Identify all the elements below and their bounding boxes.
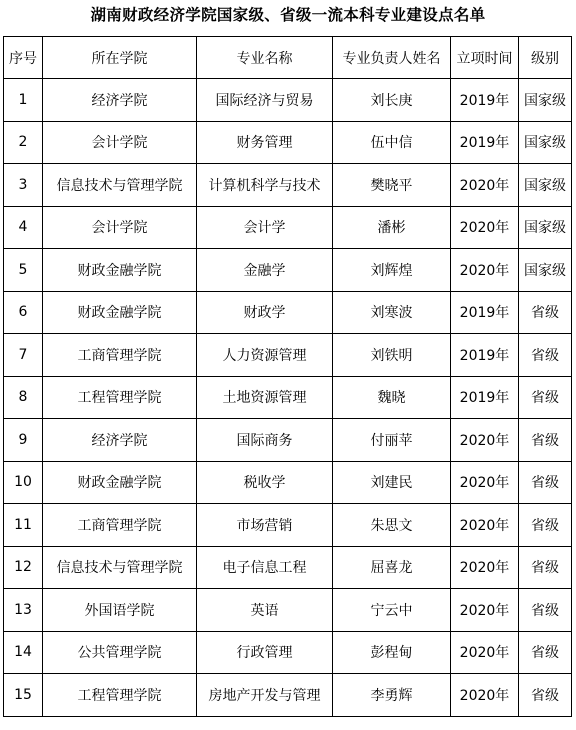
cell-college: 工商管理学院 bbox=[43, 504, 197, 547]
cell-college: 工程管理学院 bbox=[43, 376, 197, 419]
cell-level: 省级 bbox=[519, 546, 572, 589]
header-year: 立项时间 bbox=[451, 37, 519, 79]
cell-leader: 潘彬 bbox=[333, 206, 451, 249]
cell-college: 经济学院 bbox=[43, 419, 197, 462]
cell-index: 5 bbox=[4, 249, 43, 292]
cell-major: 土地资源管理 bbox=[197, 376, 333, 419]
cell-year: 2020年 bbox=[451, 249, 519, 292]
cell-leader: 刘长庚 bbox=[333, 79, 451, 122]
cell-college: 经济学院 bbox=[43, 79, 197, 122]
cell-index: 3 bbox=[4, 164, 43, 207]
cell-college: 工程管理学院 bbox=[43, 674, 197, 717]
table-row bbox=[4, 504, 572, 547]
cell-year: 2020年 bbox=[451, 546, 519, 589]
cell-major: 金融学 bbox=[197, 249, 333, 292]
cell-major: 税收学 bbox=[197, 461, 333, 504]
cell-major: 市场营销 bbox=[197, 504, 333, 547]
cell-major: 行政管理 bbox=[197, 631, 333, 674]
table-row bbox=[4, 334, 572, 377]
cell-index: 9 bbox=[4, 419, 43, 462]
cell-leader: 刘铁明 bbox=[333, 334, 451, 377]
cell-level: 省级 bbox=[519, 589, 572, 632]
table-row bbox=[4, 164, 572, 207]
table-body bbox=[4, 79, 572, 717]
cell-level: 国家级 bbox=[519, 79, 572, 122]
cell-year: 2020年 bbox=[451, 419, 519, 462]
cell-leader: 李勇辉 bbox=[333, 674, 451, 717]
cell-leader: 朱思文 bbox=[333, 504, 451, 547]
cell-college: 会计学院 bbox=[43, 206, 197, 249]
cell-leader: 彭程甸 bbox=[333, 631, 451, 674]
page-title: 湖南财政经济学院国家级、省级一流本科专业建设点名单 bbox=[90, 5, 486, 24]
cell-index: 7 bbox=[4, 334, 43, 377]
header-major: 专业名称 bbox=[197, 37, 333, 79]
cell-level: 省级 bbox=[519, 504, 572, 547]
cell-index: 4 bbox=[4, 206, 43, 249]
cell-major: 国际经济与贸易 bbox=[197, 79, 333, 122]
table-row bbox=[4, 79, 572, 122]
cell-major: 房地产开发与管理 bbox=[197, 674, 333, 717]
cell-year: 2020年 bbox=[451, 674, 519, 717]
cell-year: 2020年 bbox=[451, 164, 519, 207]
cell-leader: 伍中信 bbox=[333, 121, 451, 164]
table-row bbox=[4, 461, 572, 504]
table-row bbox=[4, 419, 572, 462]
cell-leader: 刘建民 bbox=[333, 461, 451, 504]
table-row bbox=[4, 121, 572, 164]
cell-major: 英语 bbox=[197, 589, 333, 632]
header-college: 所在学院 bbox=[43, 37, 197, 79]
header-level: 级别 bbox=[519, 37, 572, 79]
cell-level: 省级 bbox=[519, 631, 572, 674]
cell-major: 人力资源管理 bbox=[197, 334, 333, 377]
cell-level: 省级 bbox=[519, 419, 572, 462]
cell-major: 会计学 bbox=[197, 206, 333, 249]
header-index: 序号 bbox=[4, 37, 43, 79]
cell-major: 计算机科学与技术 bbox=[197, 164, 333, 207]
cell-college: 外国语学院 bbox=[43, 589, 197, 632]
cell-college: 财政金融学院 bbox=[43, 461, 197, 504]
table-row bbox=[4, 206, 572, 249]
cell-level: 国家级 bbox=[519, 206, 572, 249]
header-leader: 专业负责人姓名 bbox=[333, 37, 451, 79]
cell-index: 11 bbox=[4, 504, 43, 547]
cell-leader: 刘辉煌 bbox=[333, 249, 451, 292]
cell-college: 工商管理学院 bbox=[43, 334, 197, 377]
cell-leader: 屈喜龙 bbox=[333, 546, 451, 589]
table-row bbox=[4, 376, 572, 419]
cell-college: 会计学院 bbox=[43, 121, 197, 164]
cell-index: 10 bbox=[4, 461, 43, 504]
cell-year: 2020年 bbox=[451, 589, 519, 632]
cell-index: 6 bbox=[4, 291, 43, 334]
cell-year: 2019年 bbox=[451, 334, 519, 377]
cell-year: 2020年 bbox=[451, 631, 519, 674]
table-row bbox=[4, 674, 572, 717]
cell-index: 13 bbox=[4, 589, 43, 632]
cell-level: 省级 bbox=[519, 376, 572, 419]
major-list-table bbox=[3, 36, 572, 717]
table-row bbox=[4, 546, 572, 589]
table-header-row bbox=[4, 37, 572, 79]
cell-major: 国际商务 bbox=[197, 419, 333, 462]
cell-index: 15 bbox=[4, 674, 43, 717]
cell-college: 财政金融学院 bbox=[43, 291, 197, 334]
cell-year: 2019年 bbox=[451, 79, 519, 122]
cell-leader: 刘寒波 bbox=[333, 291, 451, 334]
cell-leader: 付丽苹 bbox=[333, 419, 451, 462]
cell-year: 2020年 bbox=[451, 504, 519, 547]
cell-year: 2020年 bbox=[451, 206, 519, 249]
cell-level: 省级 bbox=[519, 461, 572, 504]
cell-major: 财政学 bbox=[197, 291, 333, 334]
cell-index: 8 bbox=[4, 376, 43, 419]
cell-college: 公共管理学院 bbox=[43, 631, 197, 674]
cell-index: 14 bbox=[4, 631, 43, 674]
cell-major: 财务管理 bbox=[197, 121, 333, 164]
table-row bbox=[4, 249, 572, 292]
cell-major: 电子信息工程 bbox=[197, 546, 333, 589]
cell-index: 2 bbox=[4, 121, 43, 164]
cell-year: 2019年 bbox=[451, 291, 519, 334]
cell-level: 国家级 bbox=[519, 249, 572, 292]
table-row bbox=[4, 589, 572, 632]
cell-level: 国家级 bbox=[519, 121, 572, 164]
cell-level: 省级 bbox=[519, 334, 572, 377]
cell-year: 2019年 bbox=[451, 376, 519, 419]
cell-index: 1 bbox=[4, 79, 43, 122]
cell-college: 财政金融学院 bbox=[43, 249, 197, 292]
cell-level: 省级 bbox=[519, 291, 572, 334]
cell-leader: 樊晓平 bbox=[333, 164, 451, 207]
table-row bbox=[4, 631, 572, 674]
cell-year: 2019年 bbox=[451, 121, 519, 164]
cell-leader: 魏晓 bbox=[333, 376, 451, 419]
cell-college: 信息技术与管理学院 bbox=[43, 546, 197, 589]
cell-level: 省级 bbox=[519, 674, 572, 717]
cell-index: 12 bbox=[4, 546, 43, 589]
cell-leader: 宁云中 bbox=[333, 589, 451, 632]
table-row bbox=[4, 291, 572, 334]
cell-level: 国家级 bbox=[519, 164, 572, 207]
cell-college: 信息技术与管理学院 bbox=[43, 164, 197, 207]
cell-year: 2020年 bbox=[451, 461, 519, 504]
